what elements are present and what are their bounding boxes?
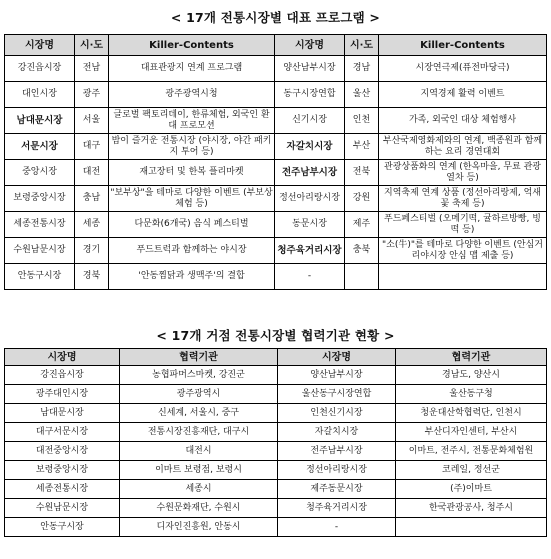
region: 전북 (345, 160, 379, 186)
table1-title: < 17개 전통시장별 대표 프로그램 > (170, 10, 381, 25)
header-market-name: 시장명 (5, 349, 120, 366)
market-name: 안동구시장 (5, 518, 120, 537)
region: 강원 (345, 186, 379, 212)
region: 인천 (345, 108, 379, 134)
partner: 광주광역시 (120, 385, 278, 404)
partner: 경남도, 양산시 (396, 366, 547, 385)
table-row (5, 423, 547, 442)
killer-contents: 재고장터 및 한복 플리마켓 (109, 160, 275, 186)
partner: 디자인진흥원, 안동시 (120, 518, 278, 537)
header-partner: 협력기관 (396, 349, 547, 366)
market-name: 세종전통시장 (5, 212, 75, 238)
partner: 신세계, 서울시, 중구 (120, 404, 278, 423)
representative-programs-table (4, 34, 547, 290)
partner: 이마트 보령점, 보령시 (120, 461, 278, 480)
region: 경남 (345, 56, 379, 82)
header-market-name: 시장명 (278, 349, 396, 366)
market-name: 대구서문시장 (5, 423, 120, 442)
table-row (5, 404, 547, 423)
market-name: 동문시장 (275, 212, 345, 238)
market-name: 서문시장 (5, 134, 75, 160)
table2-title: < 17개 거점 전통시장별 협력기관 현황 > (156, 328, 395, 343)
table-row (5, 264, 547, 290)
market-name: 강진읍시장 (5, 366, 120, 385)
killer-contents (379, 264, 547, 290)
table-row (5, 160, 547, 186)
header-killer-contents: Killer-Contents (109, 35, 275, 56)
killer-contents: 지역경제 활력 이벤트 (379, 82, 547, 108)
partner: 청운대산학협력단, 인천시 (396, 404, 547, 423)
region: 전남 (75, 56, 109, 82)
killer-contents: 대표관광지 연계 프로그램 (109, 56, 275, 82)
partner (396, 518, 547, 537)
market-name: 보령중앙시장 (5, 186, 75, 212)
killer-contents: 푸드페스티벌 (오메기떡, 귤하르방빵, 빙떡 등) (379, 212, 547, 238)
region: 경북 (75, 264, 109, 290)
market-name: 대인시장 (5, 82, 75, 108)
market-name: 양산남부시장 (278, 366, 396, 385)
partner: 세종시 (120, 480, 278, 499)
killer-contents: 시장연극제(퓨전마당극) (379, 56, 547, 82)
table-row (5, 385, 547, 404)
killer-contents: 밤이 즐거운 전통시장 (야시장, 야간 패키지 투어 등) (109, 134, 275, 160)
header-region: 시·도 (75, 35, 109, 56)
market-name: 정선아리랑시장 (275, 186, 345, 212)
partner: 코레일, 정선군 (396, 461, 547, 480)
market-name: 울산동구시장연합 (278, 385, 396, 404)
region: 울산 (345, 82, 379, 108)
table-row (5, 238, 547, 264)
header-market-name: 시장명 (275, 35, 345, 56)
killer-contents: "보부상"을 테마로 다양한 이벤트 (부보상 체험 등) (109, 186, 275, 212)
killer-contents: 푸드트럭과 함께하는 야시장 (109, 238, 275, 264)
killer-contents: 다문화(6개국) 음식 페스티벌 (109, 212, 275, 238)
market-name: 정선아리랑시장 (278, 461, 396, 480)
table-row (5, 82, 547, 108)
killer-contents: '안동찜닭과 생맥주'의 결합 (109, 264, 275, 290)
partner: 이마트, 전주시, 전통문화체험원 (396, 442, 547, 461)
region: 세종 (75, 212, 109, 238)
partner: 수원문화재단, 수원시 (120, 499, 278, 518)
market-name: 전주남부시장 (278, 442, 396, 461)
region: 충남 (75, 186, 109, 212)
killer-contents: "소(牛)"를 테마로 다양한 이벤트 (안심거리야시장 안심 맵 제출 등) (379, 238, 547, 264)
table-row (5, 499, 547, 518)
region: 대전 (75, 160, 109, 186)
header-region: 시·도 (345, 35, 379, 56)
region: 서울 (75, 108, 109, 134)
market-name: 대전중앙시장 (5, 442, 120, 461)
market-name: 자갈치시장 (275, 134, 345, 160)
partner: 울산동구청 (396, 385, 547, 404)
market-name: 수원남문시장 (5, 238, 75, 264)
market-name: 세종전통시장 (5, 480, 120, 499)
partner-institutions-table (4, 348, 547, 537)
region: 충북 (345, 238, 379, 264)
partner: 한국관광공사, 청주시 (396, 499, 547, 518)
table-row (5, 212, 547, 238)
table-row (5, 186, 547, 212)
table-row (5, 442, 547, 461)
killer-contents: 부산국제영화제와의 연계, 백종원과 함께하는 요리 경연대회 (379, 134, 547, 160)
table-row (5, 366, 547, 385)
killer-contents: 광주광역시청 (109, 82, 275, 108)
table1-header-row (5, 35, 547, 56)
partner: 전통시장진흥재단, 대구시 (120, 423, 278, 442)
killer-contents: 가족, 외국인 대상 체험행사 (379, 108, 547, 134)
table2-header-row (5, 349, 547, 366)
market-name: 중앙시장 (5, 160, 75, 186)
market-name: 남대문시장 (5, 404, 120, 423)
table-row (5, 134, 547, 160)
market-name: 청주육거리시장 (278, 499, 396, 518)
market-name: 남대문시장 (5, 108, 75, 134)
region: 대구 (75, 134, 109, 160)
market-name: 강진읍시장 (5, 56, 75, 82)
killer-contents: 글로벌 팩토리데이, 한류체험, 외국인 환대 프로모션 (109, 108, 275, 134)
market-name: 동구시장연합 (275, 82, 345, 108)
market-name: - (275, 264, 345, 290)
market-name: 인천신기시장 (278, 404, 396, 423)
region: 광주 (75, 82, 109, 108)
partner: 대전시 (120, 442, 278, 461)
market-name: 수원남문시장 (5, 499, 120, 518)
market-name: 청주육거리시장 (275, 238, 345, 264)
market-name: 전주남부시장 (275, 160, 345, 186)
header-market-name: 시장명 (5, 35, 75, 56)
market-name: 신기시장 (275, 108, 345, 134)
table-row (5, 461, 547, 480)
partner: 부산디자인센터, 부산시 (396, 423, 547, 442)
market-name: - (278, 518, 396, 537)
market-name: 보령중앙시장 (5, 461, 120, 480)
partner: 농협파머스마켓, 강진군 (120, 366, 278, 385)
table-row (5, 518, 547, 537)
table-row (5, 108, 547, 134)
table-row (5, 56, 547, 82)
market-name: 양산남부시장 (275, 56, 345, 82)
table-row (5, 480, 547, 499)
region: 부산 (345, 134, 379, 160)
killer-contents: 관광상품화의 연계 (한옥마을, 무료 관광열차 등) (379, 160, 547, 186)
market-name: 광주대인시장 (5, 385, 120, 404)
region (345, 264, 379, 290)
region: 제주 (345, 212, 379, 238)
market-name: 안동구시장 (5, 264, 75, 290)
market-name: 자갈치시장 (278, 423, 396, 442)
region: 경기 (75, 238, 109, 264)
header-killer-contents: Killer-Contents (379, 35, 547, 56)
killer-contents: 지역축제 연계 상품 (정선아리랑제, 억새꽃 축제 등) (379, 186, 547, 212)
partner: (주)이마트 (396, 480, 547, 499)
market-name: 제주동문시장 (278, 480, 396, 499)
header-partner: 협력기관 (120, 349, 278, 366)
